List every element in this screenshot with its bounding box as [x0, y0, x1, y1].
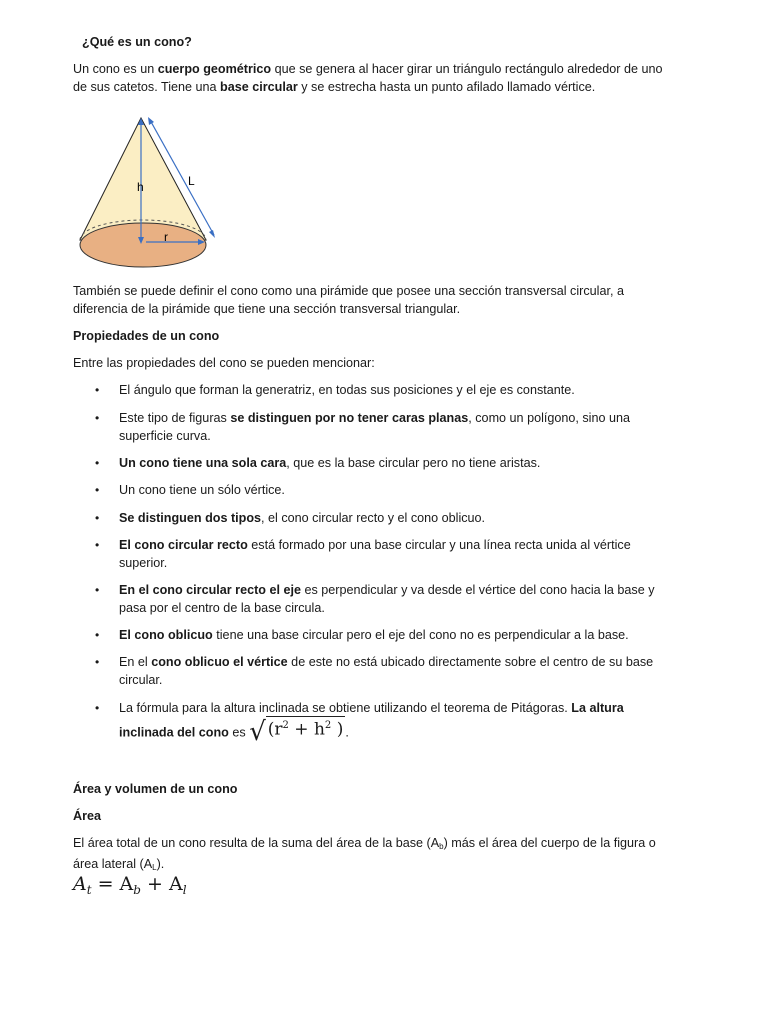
intro-paragraph: Un cono es un cuerpo geométrico que se genera al hacer girar un triángulo rectángulo alrededor de uno de sus catetos. Tiene una base circular y se estrecha hasta un punto afilado llamado vértice.	[73, 62, 663, 94]
radius-label: r	[164, 230, 168, 244]
page-heading: ¿Qué es un cono?	[82, 35, 192, 49]
area-heading: Área	[73, 809, 102, 823]
area-paragraph: El área total de un cono resulta de la suma del área de la base $(A_b)$ más el área del cuerpo de la figura o área lateral $(A_L)$.	[73, 836, 656, 872]
properties-intro: Entre las propiedades del cono se pueden mencionar:	[73, 356, 375, 370]
area-formula: $A_t = A_b + A_l$	[73, 873, 187, 897]
slant-height-formula: √ ($r^2 + h^2$ )	[249, 717, 344, 748]
area-volume-heading: Área y volumen de un cono	[73, 782, 238, 796]
definition-paragraph: También se puede definir el cono como una pirámide que posee una sección transversal circular, a diferencia de la pirámide que tiene una sección transversal triangular.	[73, 284, 624, 316]
height-label: h	[137, 180, 144, 194]
slant-label: L	[188, 174, 195, 188]
cone-figure	[76, 112, 216, 274]
properties-heading: Propiedades de un cono	[73, 329, 220, 343]
cone-illustration	[76, 112, 216, 274]
